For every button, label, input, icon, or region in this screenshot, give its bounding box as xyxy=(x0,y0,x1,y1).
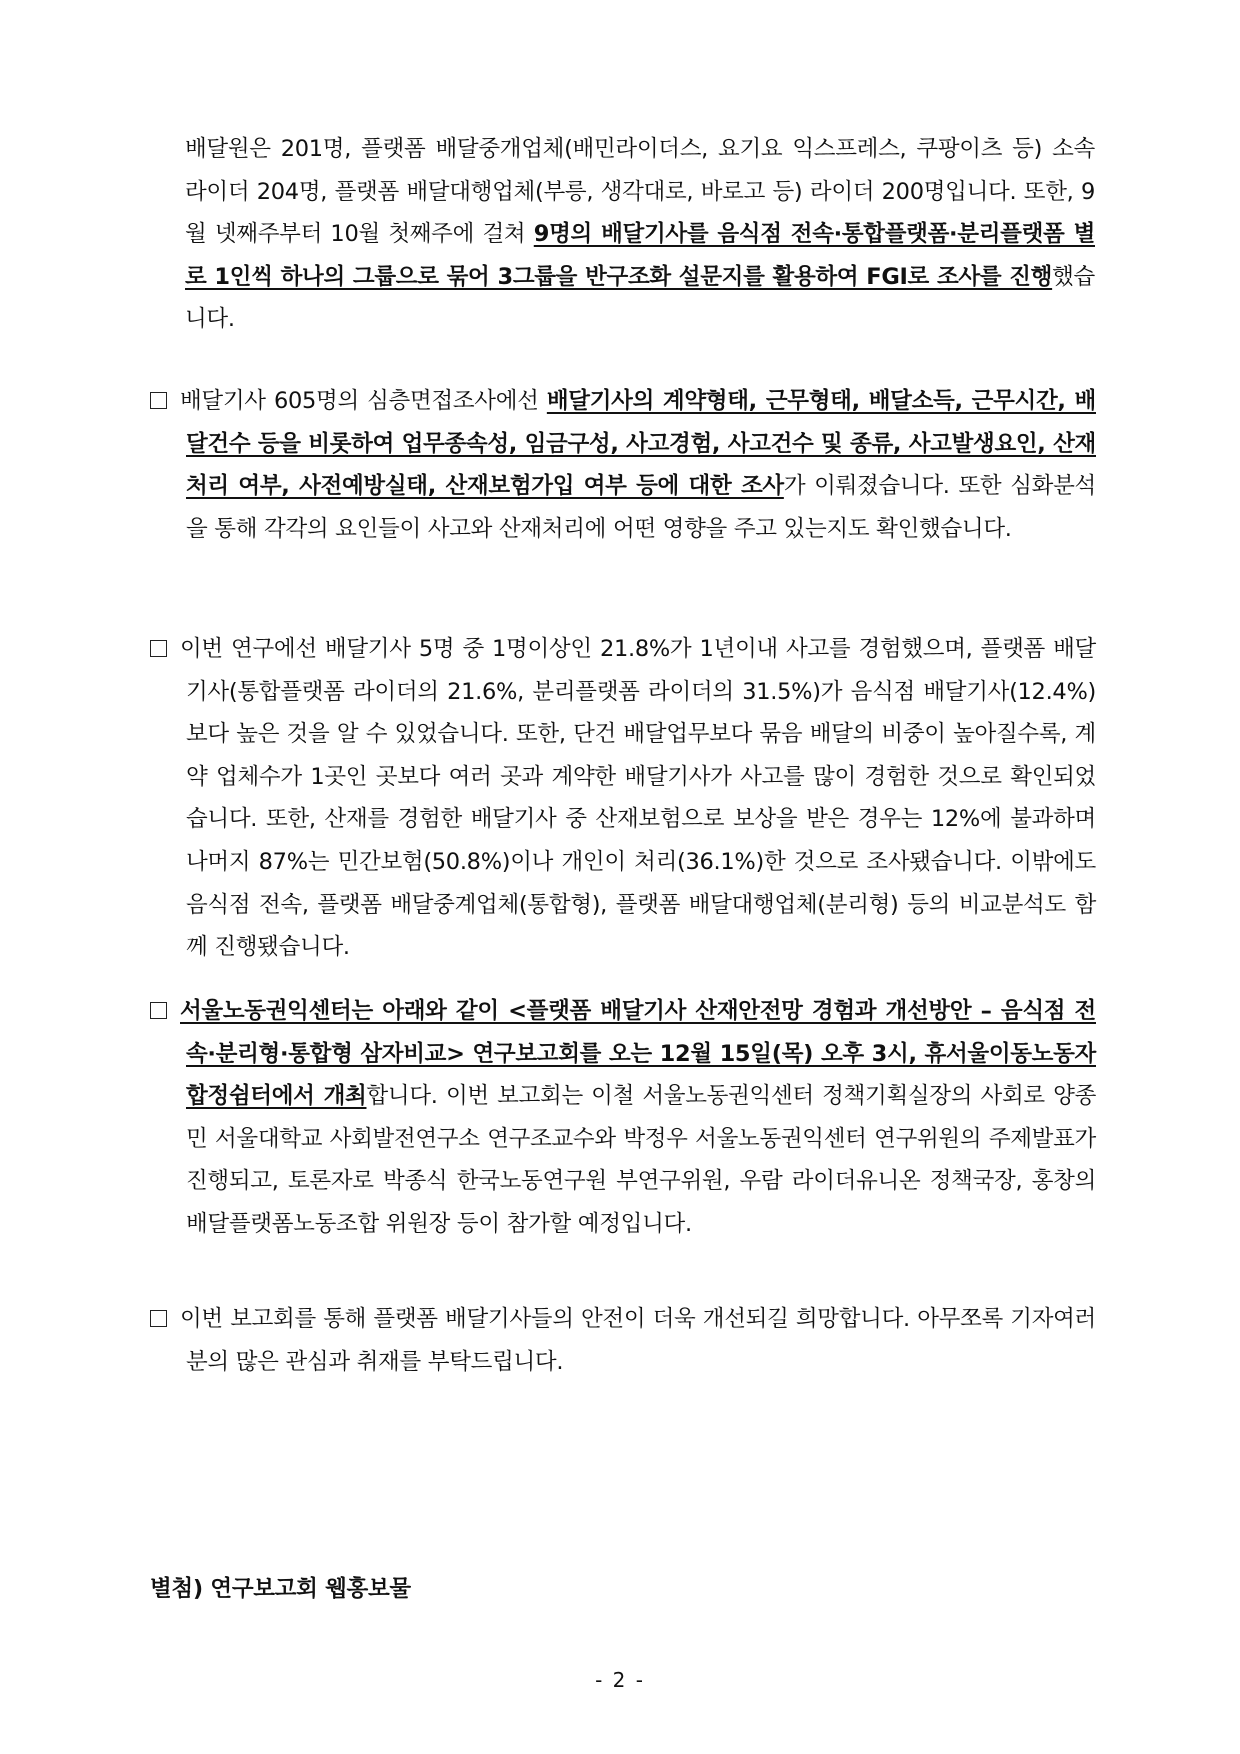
page-number: - 2 - xyxy=(595,1668,645,1692)
checkbox-bullet-icon xyxy=(150,1310,167,1327)
checkbox-bullet-icon xyxy=(150,640,167,657)
checkbox-bullet-icon xyxy=(150,1002,167,1019)
checkbox-bullet-icon xyxy=(150,392,167,409)
paragraph-highlight: 9명의 배달기사를 음식점 전속·통합플랫폼·분리플랫폼 별로 1인씩 하나의 그룹으로 묶어 3그룹을 반구조화 설문지를 활용하여 FGI로 조사를 진행 xyxy=(185,221,1095,290)
paragraph-text: 이번 보고회를 통해 플랫폼 배달기사들의 안전이 더욱 개선되길 희망합니다. 아무쪼록 기자여러분의 많은 관심과 취재를 부탁드립니다. xyxy=(180,1306,1096,1375)
paragraph-text: 했습니다. xyxy=(185,263,1095,333)
paragraph-text: 배달기사 605명의 심층면접조사에선 xyxy=(180,388,547,414)
paragraph-interview-survey xyxy=(150,380,1096,550)
paragraph-research-findings xyxy=(150,628,1096,969)
paragraph-report-meeting xyxy=(150,990,1096,1246)
paragraph-text: 배달원은 201명, 플랫폼 배달중개업체(배민라이더스, 요기요 익스프레스, 쿠팡이츠 등) 소속 라이더 204명, 플랫폼 배달대행업체(부릉, 생각대로, 바로고 등) 라이더 200명입니다. 또한, 9월 넷째주부터 10월 첫째주에 걸쳐 xyxy=(185,136,1095,248)
attachment-label: 별첨) 연구보고회 웹홍보물 xyxy=(150,1576,411,1602)
paragraph-text: 합니다. 이번 보고회는 이철 서울노동권익센터 정책기획실장의 사회로 양종민 서울대학교 사회발전연구소 연구조교수와 박정우 서울노동권익센터 연구위원의 주제발표가 진행되고, 토론자로 박종식 한국노동연구원 부연구위원, 우람 라이더유니온 정책국장, 홍창의 배달플랫폼노동조합 위원장 등이 참가할 예정입니다. xyxy=(186,1083,1097,1237)
paragraph-highlight: 서울노동권익센터는 아래와 같이 <플랫폼 배달기사 산재안전망 경험과 개선방안 – 음식점 전속·분리형·통합형 삼자비교> 연구보고회를 오는 12월 15일(목) 오후 3시, 휴서울이동노동자합정쉼터에서 개최 xyxy=(180,998,1096,1110)
paragraph-closing xyxy=(150,1298,1096,1383)
paragraph-highlight: 배달기사의 계약형태, 근무형태, 배달소득, 근무시간, 배달건수 등을 비롯하여 업무종속성, 임금구성, 사고경험, 사고건수 및 종류, 사고발생요인, 산재처리 여부, 사전예방실태, 산재보험가입 여부 등에 대한 조사 xyxy=(186,388,1096,500)
paragraph-text: 가 이뤄졌습니다. 또한 심화분석을 통해 각각의 요인들이 사고와 산재처리에 어떤 영향을 주고 있는지도 확인했습니다. xyxy=(186,473,1096,542)
paragraph-text: 이번 연구에선 배달기사 5명 중 1명이상인 21.8%가 1년이내 사고를 경험했으며, 플랫폼 배달기사(통합플랫폼 라이더의 21.6%, 분리플랫폼 라이더의 31.5%)가 음식점 배달기사(12.4%)보다 높은 것을 알 수 있었습니다. 또한, 단건 배달업무보다 묶음 배달의 비중이 높아질수록, 계약 업체수가 1곳인 곳보다 여러 곳과 계약한 배달기사가 사고를 많이 경험한 것으로 확인되었습니다. 또한, 산재를 경험한 배달기사 중 산재보험으로 보상을 받은 경우는 12%에 불과하며 나머지 87%는 민간보험(50.8%)이나 개인이 처리(36.1%)한 것으로 조사됐습니다. 이밖에도 음식점 전속, 플랫폼 배달중계업체(통합형), 플랫폼 배달대행업체(분리형) 등의 비교분석도 함께 진행됐습니다. xyxy=(180,636,1096,961)
paragraph-survey-sample xyxy=(150,128,1095,341)
